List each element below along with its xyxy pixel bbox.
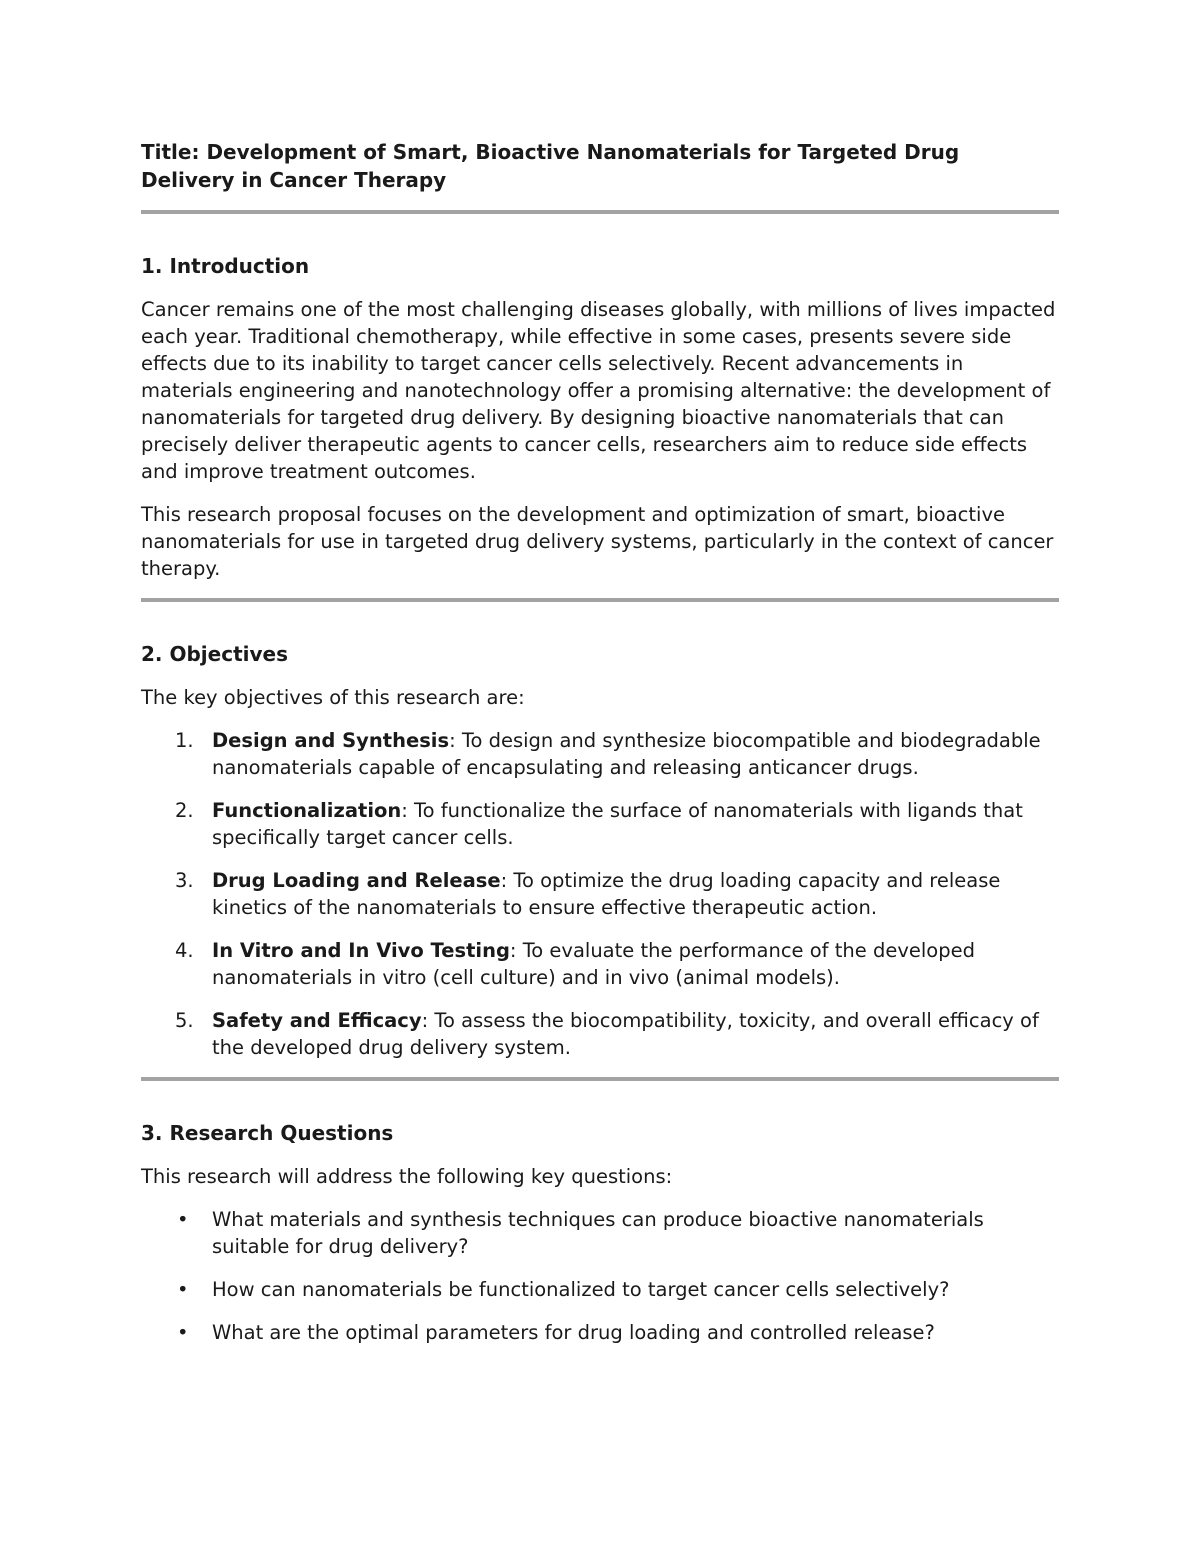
bullet-icon: •	[177, 1278, 189, 1301]
objective-term: Design and Synthesis	[212, 729, 450, 752]
list-number: 5.	[175, 1009, 194, 1032]
section-divider	[141, 1077, 1059, 1081]
objectives-list	[141, 727, 1059, 1061]
research-questions-section	[141, 1119, 1059, 1346]
document-page	[141, 138, 1059, 1346]
research-questions-lead: This research will address the following key questions:	[141, 1165, 673, 1188]
bullet-icon: •	[177, 1208, 189, 1231]
objective-text: : To evaluate the performance of the developed nanomaterials in vitro (cell culture) and in vivo (animal models).	[212, 939, 975, 989]
section-divider	[141, 210, 1059, 214]
list-number: 3.	[175, 869, 194, 892]
research-questions-heading: 3. Research Questions	[141, 1121, 394, 1145]
objective-text: : To optimize the drug loading capacity and release kinetics of the nanomaterials to ensure effective therapeutic action.	[212, 869, 1001, 919]
document-title: Title: Development of Smart, Bioactive Nanomaterials for Targeted Drug Delivery in Cancer Therapy	[141, 140, 960, 192]
objectives-lead: The key objectives of this research are:	[141, 686, 525, 709]
objective-item	[141, 1007, 1059, 1061]
list-number: 2.	[175, 799, 194, 822]
objective-item	[141, 727, 1059, 781]
introduction-paragraph: This research proposal focuses on the development and optimization of smart, bioactive nanomaterials for use in targeted drug delivery systems, particularly in the context of cancer therapy.	[141, 503, 1054, 580]
introduction-heading: 1. Introduction	[141, 254, 310, 278]
research-question-item	[141, 1319, 1059, 1346]
objective-term: Functionalization	[212, 799, 402, 822]
bullet-icon: •	[177, 1321, 189, 1344]
research-question-item	[141, 1276, 1059, 1303]
research-question-item	[141, 1206, 1059, 1260]
objective-text: : To design and synthesize biocompatible and biodegradable nanomaterials capable of encapsulating and releasing anticancer drugs.	[212, 729, 1041, 779]
introduction-paragraph: Cancer remains one of the most challenging diseases globally, with millions of lives impacted each year. Traditional chemotherapy, while effective in some cases, presents severe side effects due to its inability to target cancer cells selectively. Recent advancements in materials engineering and nanotechnology offer a promising alternative: the development of nanomaterials for targeted drug delivery. By designing bioactive nanomaterials that can precisely deliver therapeutic agents to cancer cells, researchers aim to reduce side effects and improve treatment outcomes.	[141, 298, 1056, 483]
research-question-text: What are the optimal parameters for drug loading and controlled release?	[212, 1321, 935, 1344]
research-questions-list	[141, 1206, 1059, 1346]
objectives-heading: 2. Objectives	[141, 642, 288, 666]
list-number: 1.	[175, 729, 194, 752]
objective-item	[141, 937, 1059, 991]
objective-text: : To assess the biocompatibility, toxicity, and overall efficacy of the developed drug delivery system.	[212, 1009, 1039, 1059]
objectives-section	[141, 640, 1059, 1061]
objective-term: Drug Loading and Release	[212, 869, 501, 892]
objective-text: : To functionalize the surface of nanomaterials with ligands that specifically target cancer cells.	[212, 799, 1023, 849]
objective-term: In Vitro and In Vivo Testing	[212, 939, 510, 962]
introduction-section	[141, 252, 1059, 582]
objective-item	[141, 797, 1059, 851]
list-number: 4.	[175, 939, 194, 962]
objective-item	[141, 867, 1059, 921]
research-question-text: What materials and synthesis techniques can produce bioactive nanomaterials suitable for drug delivery?	[212, 1208, 984, 1258]
objective-term: Safety and Efficacy	[212, 1009, 422, 1032]
section-divider	[141, 598, 1059, 602]
research-question-text: How can nanomaterials be functionalized to target cancer cells selectively?	[212, 1278, 950, 1301]
